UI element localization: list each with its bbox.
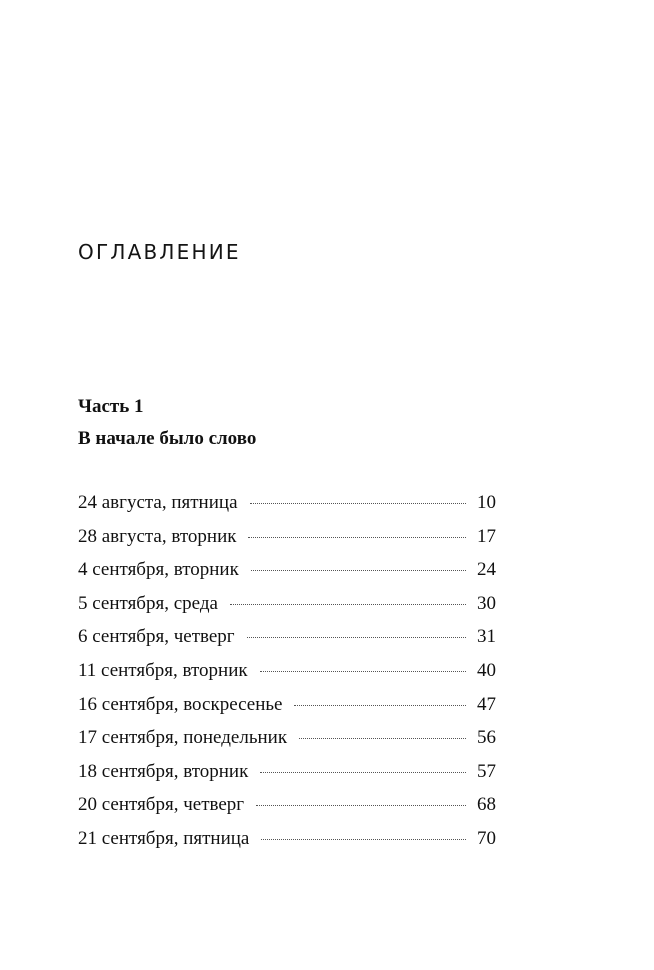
toc-entry-page: 31: [477, 626, 496, 648]
toc-entry[interactable]: [78, 660, 496, 694]
toc-entry-title: 16 сентября, воскресенье: [78, 693, 283, 715]
dot-leader: [299, 738, 466, 739]
dot-leader: [260, 671, 466, 672]
toc-entry-title: 21 сентября, пятница: [78, 827, 250, 849]
toc-entry-title: 17 сентября, понедельник: [78, 727, 288, 749]
part-title: В начале было слово: [78, 428, 257, 449]
dot-leader: [230, 604, 466, 605]
toc-entry-page: 17: [477, 525, 496, 547]
toc-entry[interactable]: [78, 492, 496, 526]
toc-entry-page: 70: [477, 827, 496, 849]
toc-entry[interactable]: [78, 626, 496, 660]
toc-entry[interactable]: [78, 727, 496, 761]
toc-entry[interactable]: [78, 794, 496, 828]
part-label: Часть 1: [78, 396, 144, 417]
toc-entry-page: 40: [477, 659, 496, 681]
dot-leader: [248, 537, 466, 538]
toc-entry-page: 47: [477, 693, 496, 715]
toc-entry-title: 28 августа, вторник: [78, 525, 237, 547]
toc-entry[interactable]: [78, 526, 496, 560]
toc-entry-title: 6 сентября, четверг: [78, 626, 235, 648]
toc-entry-page: 10: [477, 492, 496, 513]
toc-entry-page: 24: [477, 559, 496, 581]
toc-entry-title: 4 сентября, вторник: [78, 559, 239, 581]
toc-entry[interactable]: [78, 828, 496, 862]
dot-leader: [260, 772, 466, 773]
toc-entry-title: 5 сентября, среда: [78, 592, 218, 614]
toc-entry-title: 24 августа, пятница: [78, 492, 238, 513]
toc-entry-page: 56: [477, 727, 496, 749]
toc-entry-title: 11 сентября, вторник: [78, 659, 248, 681]
toc-entry[interactable]: [78, 761, 496, 795]
dot-leader: [261, 839, 466, 840]
toc-entry-page: 68: [477, 794, 496, 816]
dot-leader: [250, 503, 467, 504]
toc-entry-title: 20 сентября, четверг: [78, 794, 245, 816]
toc-list: [78, 492, 496, 862]
dot-leader: [294, 705, 466, 706]
dot-leader: [251, 570, 466, 571]
toc-entry-page: 57: [477, 760, 496, 782]
dot-leader: [256, 805, 466, 806]
toc-heading: ОГЛАВЛЕНИЕ: [78, 240, 241, 264]
toc-entry[interactable]: [78, 593, 496, 627]
toc-entry[interactable]: [78, 559, 496, 593]
toc-entry[interactable]: [78, 694, 496, 728]
toc-entry-title: 18 сентября, вторник: [78, 760, 249, 782]
dot-leader: [247, 637, 466, 638]
toc-entry-page: 30: [477, 592, 496, 614]
